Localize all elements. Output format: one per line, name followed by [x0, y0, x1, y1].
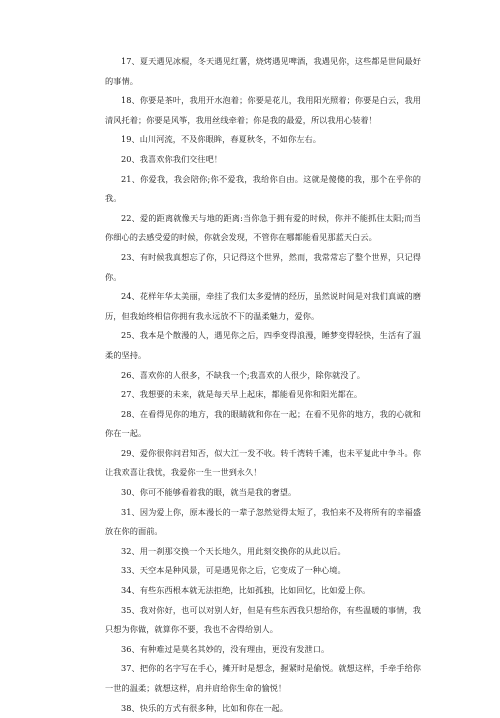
- paragraph-34: 34、有些东西根本就无法拒绝，比如孤独，比如回忆，比如爱上你。: [121, 585, 371, 596]
- paragraph-31: 31、因为爱上你，原本漫长的一辈子忽然觉得太短了，我怕来不及将所有的幸福盛放在你的面前。: [105, 506, 421, 537]
- paragraph-27: 27、我想要的未来，就是每天早上起床，都能看见你和阳光都在。: [121, 389, 363, 400]
- paragraph-29: 29、爱你很你问君知否，似大江一发不收。转千湾转千滩，也未平复此中争斗。你让我欢喜让我忧，我爱你一生一世到永久！: [105, 447, 421, 478]
- paragraph-17: 17、夏天遇见冰棍，冬天遇见红薯，烧烤遇见啤酒，我遇见你，这些都是世间最好的事情。: [105, 56, 421, 86]
- paragraph-33: 33、天空本是种风景，可是遇见你之后，它变成了一种心境。: [121, 565, 346, 576]
- paragraph-22: 22、爱的距离就像天与地的距离:当你急于拥有爱的时候，你并不能抓住太阳;而当你细心的去感受爱的时候，你就会发现，不管你在哪都能看见那蓝天白云。: [105, 212, 421, 243]
- paragraph-25: 25、我本是个散漫的人，遇见你之后，四季变得浪漫，睡梦变得轻快，生活有了温柔的坚持。: [105, 330, 421, 360]
- paragraph-26: 26、喜欢你的人很多，不缺我一个;我喜欢的人很少，除你就没了。: [121, 369, 365, 380]
- paragraph-18: 18、你要是茶叶，我用开水泡着；你要是花儿，我用阳光照着；你要是白云，我用清风托着；你要是风筝，我用丝线牵着；你是我的最爱，所以我用心装着！: [105, 95, 421, 125]
- paragraph-20: 20、我喜欢你我们交往吧！: [121, 153, 223, 164]
- paragraph-36: 36、有种难过是莫名其妙的，没有理由，更没有发泄口。: [121, 643, 330, 654]
- paragraph-37: 37、把你的名字写在手心，摊开时是想念，握紧时是偷悦。就想这样，手牵手给你一世的温柔；就想这样，肩并肩给你生命的愉悦！: [105, 663, 421, 693]
- paragraph-38: 38、快乐的方式有很多种，比如和你在一起。: [121, 702, 289, 713]
- paragraph-24: 24、花样年华太美丽，牵挂了我们太多爱情的经历，虽然说时间是对我们真诚的磨历，但我始终相信你拥有我永远放不下的温柔魅力，爱你。: [105, 291, 421, 321]
- paragraph-32: 32、用一刹那交换一个天长地久，用此刻交换你的从此以后。: [121, 545, 346, 556]
- document-body: [105, 52, 421, 718]
- paragraph-28: 28、在看得见你的地方，我的眼睛就和你在一起；在看不见你的地方，我的心就和你在一起。: [105, 408, 421, 439]
- paragraph-35: 35、我对你好，也可以对别人好，但是有些东西我只想给你，有些温暖的事情，我只想为你做，就算你不要，我也不舍得给别人。: [105, 604, 421, 635]
- paragraph-23: 23、有时候我真想忘了你，只记得这个世界，然而，我常常忘了整个世界，只记得你。: [105, 251, 421, 282]
- paragraph-19: 19、山川河流，不及你眼眸，春夏秋冬，不如你左右。: [121, 134, 321, 145]
- paragraph-30: 30、你可不能够看着我的眼，就当是我的奢望。: [121, 487, 297, 498]
- paragraph-21: 21、你爱我，我会陪你;你不爱我，我给你自由。这就是傻傻的我，那个在乎你的我。: [105, 173, 421, 204]
